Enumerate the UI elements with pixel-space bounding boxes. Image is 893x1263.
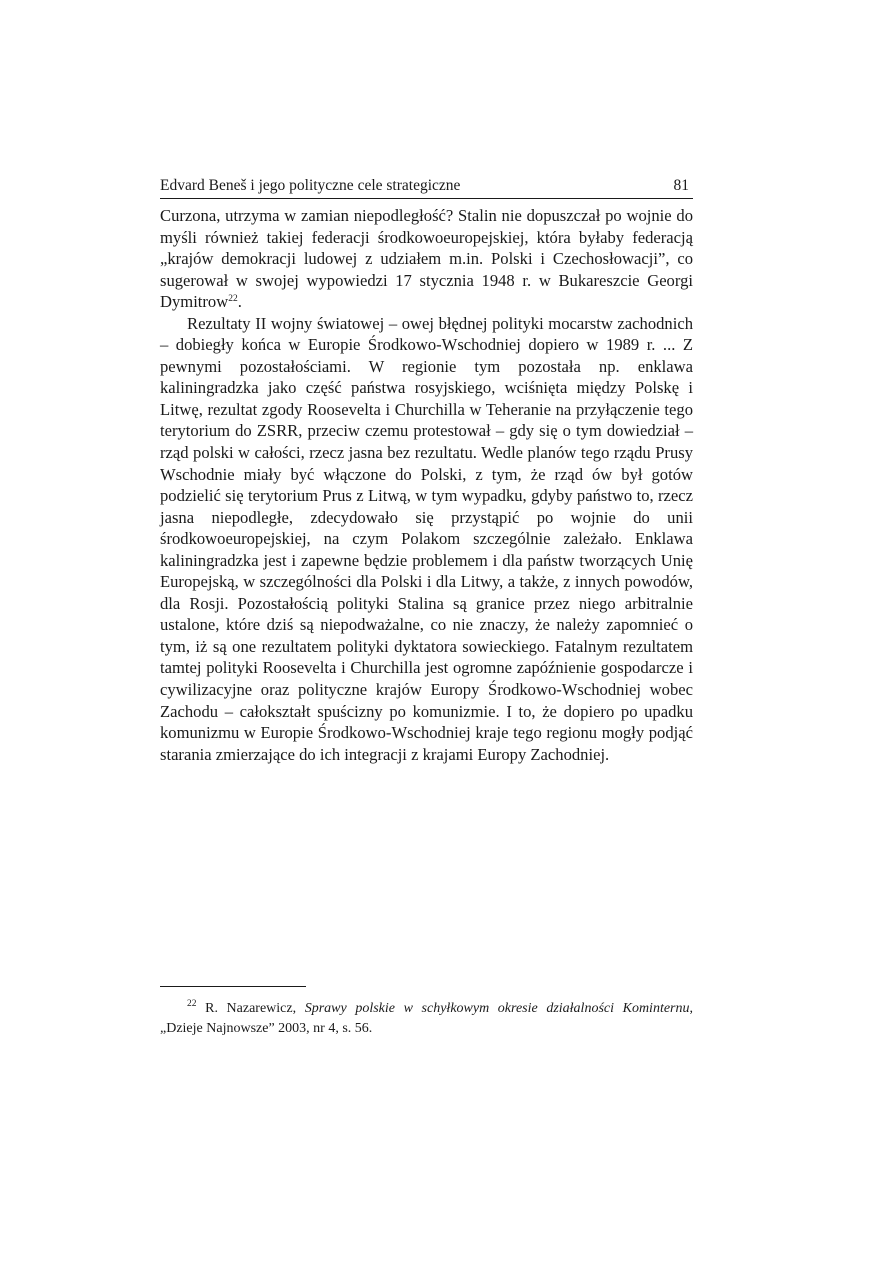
running-head: [160, 176, 693, 199]
paragraph: [160, 313, 693, 765]
footnote-citation-rest: , „Dzieje Najnowsze” 2003, nr 4, s. 56.: [160, 1001, 693, 1036]
footnote-number: 22: [187, 999, 197, 1009]
footnote-cited-title: Sprawy polskie w schyłkowym okresie działalności Kominternu: [304, 1001, 690, 1016]
footnote-separator: [160, 986, 306, 987]
footnote: [160, 999, 693, 1038]
running-head-title: Edvard Beneš i jego polityczne cele strategiczne: [160, 177, 461, 194]
paragraph-text: Rezultaty II wojny światowej – owej błędnej polityki mocarstw zachodnich – dobiegły końca w Europie Środkowo-Wschodniej dopiero w 1989 r. ... Z pewnymi pozostałościami. W regionie tym pozostała np. enklawa kaliningradzka jako część państwa rosyjskiego, wciśnięta między Polskę i Litwę, rezultat zgody Roosevelta i Churchilla w Teheranie na przyłączenie tego terytorium do ZSRR, przeciw czemu protestował – gdy się o tym dowiedział – rząd polski w całości, rzecz jasna bez rezultatu. Wedle planów tego rządu Prusy Wschodnie miały być włączone do Polski, z tym, że rząd ów był gotów podzielić się terytorium Prus z Litwą, w tym wypadku, gdyby państwo to, rzecz jasna niepodległe, zdecydowało się przystąpić po wojnie do unii środkowoeuropejskiej, na czym Polakom szczególnie zależało. Enklawa kaliningradzka jest i zapewne będzie problemem i dla państw tworzących Unię Europejską, w szczególności dla Polski i dla Litwy, a także, z innych powodów, dla Rosji. Pozostałością polityki Stalina są granice przez niego arbitralnie ustalone, które dziś są niepodważalne, co nie znaczy, że należy zapomnieć o tym, iż są one rezultatem polityki dyktatora sowieckiego. Fatalnym rezultatem tamtej polityki Roosevelta i Churchilla jest ogromne zapóźnienie gospodarcze i cywilizacyjne oraz polityczne krajów Europy Środkowo-Wschodniej wobec Zachodu – całokształt spuścizny po komunizmie. I to, że dopiero po upadku komunizmu w Europie Środkowo-Wschodniej kraje tego regionu mogły podjąć starania zmierzające do ich integracji z krajami Europy Zachodniej.: [160, 313, 693, 764]
paragraph: [160, 205, 693, 313]
paragraph-tail: .: [237, 292, 242, 312]
main-text: [160, 205, 693, 765]
footnote-author: R. Nazarewicz,: [196, 1001, 305, 1016]
footnote-reference: 22: [228, 294, 238, 305]
paragraph-text: Curzona, utrzyma w zamian niepodległość? Stalin nie dopuszczał po wojnie do myśli również takiej federacji środkowoeuropejskiej, która byłaby federacją „krajów demokracji ludowej z udziałem m.in. Polski i Czechosłowacji”, co sugerował w swojej wypowiedzi 17 stycznia 1948 r. w Bukareszcie Georgi Dymitrow: [160, 206, 693, 312]
page-number: 81: [673, 177, 689, 194]
